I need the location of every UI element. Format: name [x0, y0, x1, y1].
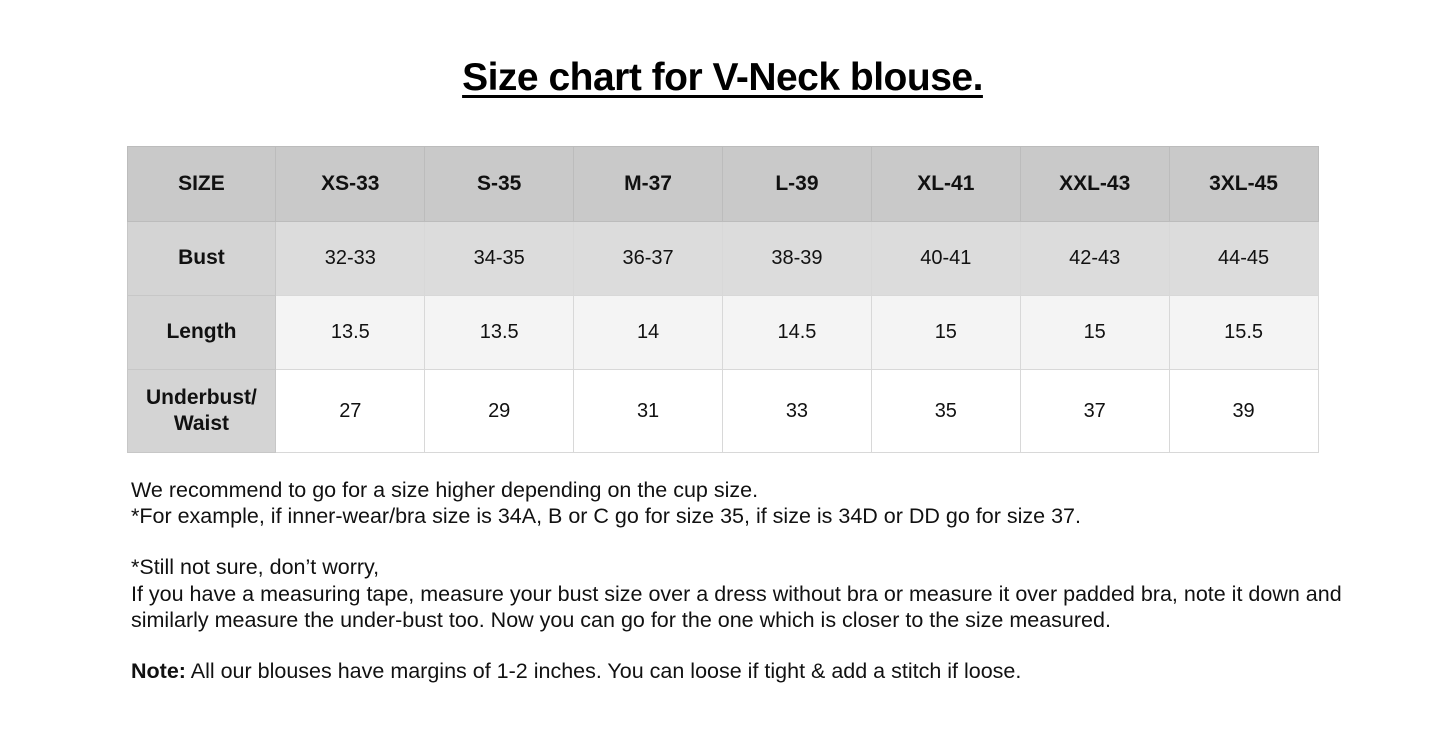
cell-bust-l: 38-39	[723, 222, 872, 296]
cell-bust-m: 36-37	[574, 222, 723, 296]
cell-length-xl: 15	[871, 296, 1020, 370]
spacer	[131, 633, 1361, 658]
cell-bust-xl: 40-41	[871, 222, 1020, 296]
table-row	[127, 296, 1318, 370]
table-row	[127, 370, 1318, 453]
cell-length-m: 14	[574, 296, 723, 370]
notes-section	[131, 477, 1361, 684]
note-label: Note:	[131, 659, 186, 684]
note-margins	[131, 658, 1361, 684]
note-margins-text: All our blouses have margins of 1-2 inches. You can loose if tight & add a stitch if loose.	[185, 659, 1022, 684]
page-title: Size chart for V-Neck blouse.	[462, 56, 983, 99]
size-table-container	[127, 146, 1319, 453]
cell-underbust-xxl: 37	[1020, 370, 1169, 453]
row-header-bust: Bust	[127, 222, 276, 296]
note-recommendation: We recommend to go for a size higher depending on the cup size.	[131, 478, 759, 502]
cell-underbust-xs: 27	[276, 370, 425, 453]
row-header-underbust-waist: Underbust/ Waist	[127, 370, 276, 453]
note-example: *For example, if inner-wear/bra size is 34A, B or C go for size 35, if size is 34D or DD go for size 37.	[131, 504, 1081, 529]
cell-underbust-xl: 35	[871, 370, 1020, 453]
column-header-m: M-37	[574, 147, 723, 222]
table-row	[127, 222, 1318, 296]
column-header-xl: XL-41	[871, 147, 1020, 222]
table-header-row	[127, 147, 1318, 222]
note-measuring-instructions: If you have a measuring tape, measure your bust size over a dress without bra or measure it over padded bra, note it down and similarly measure the under-bust too. Now you can go for the one which is closer to the size measured.	[131, 581, 1342, 632]
cell-underbust-l: 33	[723, 370, 872, 453]
column-header-s: S-35	[425, 147, 574, 222]
cell-length-xxl: 15	[1020, 296, 1169, 370]
cell-bust-xxl: 42-43	[1020, 222, 1169, 296]
column-header-l: L-39	[723, 147, 872, 222]
cell-bust-xs: 32-33	[276, 222, 425, 296]
column-header-xs: XS-33	[276, 147, 425, 222]
cell-length-xs: 13.5	[276, 296, 425, 370]
cell-underbust-m: 31	[574, 370, 723, 453]
cell-underbust-3xl: 39	[1169, 370, 1318, 453]
cell-length-l: 14.5	[723, 296, 872, 370]
column-header-3xl: 3XL-45	[1169, 147, 1318, 222]
size-table	[127, 146, 1319, 453]
table-header	[127, 147, 1318, 222]
cell-length-s: 13.5	[425, 296, 574, 370]
cell-bust-3xl: 44-45	[1169, 222, 1318, 296]
table-body	[127, 222, 1318, 453]
row-header-length: Length	[127, 296, 276, 370]
column-header-size: SIZE	[127, 147, 276, 222]
spacer	[131, 529, 1361, 554]
column-header-xxl: XXL-43	[1020, 147, 1169, 222]
cell-bust-s: 34-35	[425, 222, 574, 296]
cell-underbust-s: 29	[425, 370, 574, 453]
cell-length-3xl: 15.5	[1169, 296, 1318, 370]
note-still-not-sure: *Still not sure, don’t worry,	[131, 555, 380, 580]
